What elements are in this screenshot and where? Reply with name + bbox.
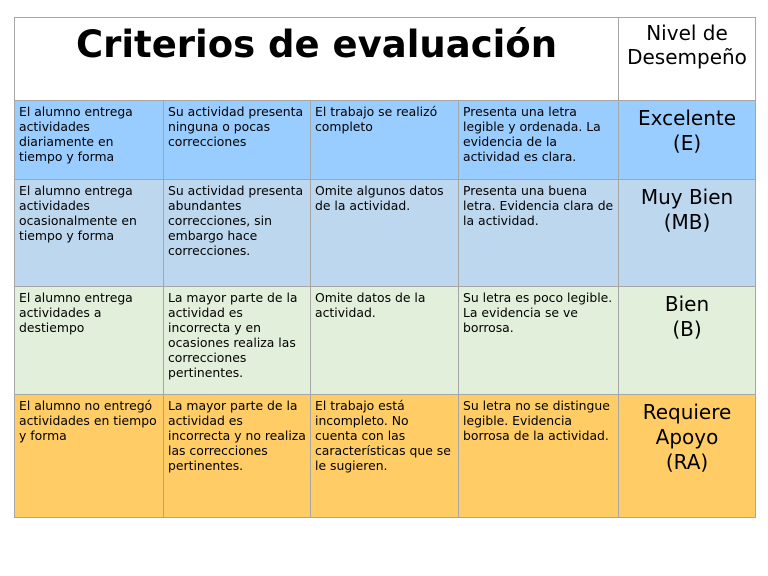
level-cell-excelente <box>619 101 756 180</box>
criterion-cell-legibility: Su letra no se distingue legible. Evidencia borrosa de la actividad. <box>459 395 619 518</box>
criterion-cell-corrections: Su actividad presenta ninguna o pocas correcciones <box>164 101 311 180</box>
criterion-cell-legibility: Presenta una buena letra. Evidencia clara de la actividad. <box>459 180 619 287</box>
criterion-cell-delivery: El alumno entrega actividades a destiempo <box>15 287 164 395</box>
criterion-cell-corrections: Su actividad presenta abundantes correcciones, sin embargo hace correcciones. <box>164 180 311 287</box>
level-cell-muy-bien <box>619 180 756 287</box>
level-cell-requiere-apoyo <box>619 395 756 518</box>
criterion-cell-corrections: La mayor parte de la actividad es incorrecta y en ocasiones realiza las correcciones pertinentes. <box>164 287 311 395</box>
rubric-row-excelente <box>15 101 756 180</box>
level-code: (E) <box>672 131 702 155</box>
criterion-cell-completeness: Omite datos de la actividad. <box>311 287 459 395</box>
level-name: Excelente <box>637 106 737 130</box>
criterion-cell-legibility: Su letra es poco legible. La evidencia se ve borrosa. <box>459 287 619 395</box>
criterion-cell-delivery: El alumno entrega actividades diariamente en tiempo y forma <box>15 101 164 180</box>
level-cell-bien <box>619 287 756 395</box>
level-column-header: Nivel de Desempeño <box>619 18 756 101</box>
criterion-cell-legibility: Presenta una letra legible y ordenada. La evidencia de la actividad es clara. <box>459 101 619 180</box>
criterion-cell-completeness: El trabajo se realizó completo <box>311 101 459 180</box>
level-name: Muy Bien <box>640 185 734 209</box>
header-row <box>15 18 756 101</box>
evaluation-rubric-table <box>14 17 756 518</box>
level-name: Bien <box>664 292 710 316</box>
criterion-cell-delivery: El alumno entrega actividades ocasionalmente en tiempo y forma <box>15 180 164 287</box>
level-code: (MB) <box>663 210 711 234</box>
criterion-cell-completeness: Omite algunos datos de la actividad. <box>311 180 459 287</box>
criterion-cell-corrections: La mayor parte de la actividad es incorrecta y no realiza las correcciones pertinentes. <box>164 395 311 518</box>
criterion-cell-delivery: El alumno no entregó actividades en tiempo y forma <box>15 395 164 518</box>
criterion-cell-completeness: El trabajo está incompleto. No cuenta con las características que se le sugieren. <box>311 395 459 518</box>
rubric-row-muy-bien <box>15 180 756 287</box>
rubric-row-requiere-apoyo <box>15 395 756 518</box>
level-name: Requiere Apoyo <box>642 400 732 449</box>
level-code: (B) <box>672 317 702 341</box>
level-code: (RA) <box>665 450 709 474</box>
page-title: Criterios de evaluación <box>15 18 619 101</box>
rubric-row-bien <box>15 287 756 395</box>
